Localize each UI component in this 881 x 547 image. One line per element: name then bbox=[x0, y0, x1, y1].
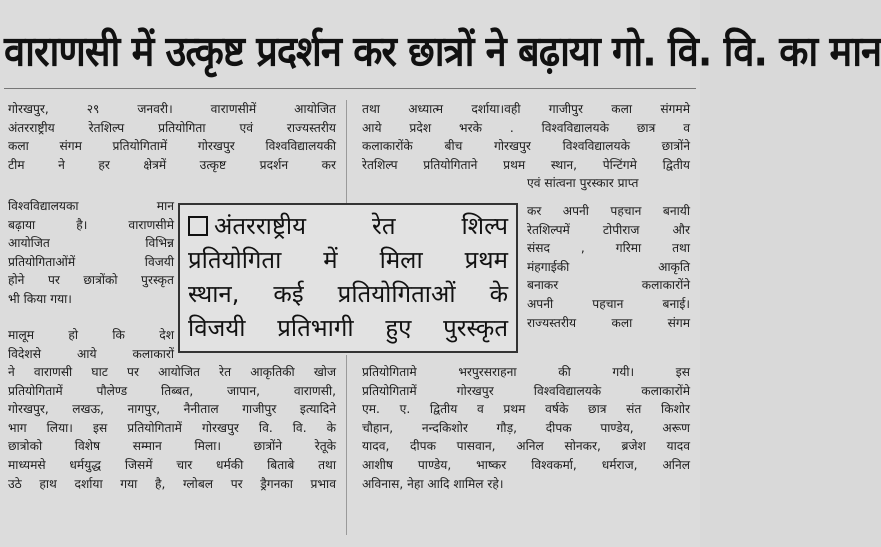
article-column-left-low bbox=[8, 326, 174, 363]
text-line: रेतशिल्प प्रतियोगिताने प्रथम स्थान, पेन्टिंगमे द्वितीय bbox=[362, 157, 690, 172]
text-line: उठे हाथ दर्शाया गया है, ग्लोबल पर ड्रैगनका प्रभाव bbox=[8, 476, 336, 491]
text-line: विश्वविद्यालयका मान bbox=[8, 199, 174, 213]
text-line: भाग लिया। इस प्रतियोगितामें गोरखपुर वि. वि. के bbox=[8, 420, 336, 435]
square-bullet-icon bbox=[188, 216, 208, 236]
box-line: स्थान, कई प्रतियोगिताओं के bbox=[188, 280, 508, 308]
text-line: बढ़ाया है। वाराणसीमे bbox=[8, 217, 174, 232]
text-line: आये प्रदेश भरके . विश्वविद्यालयके छात्र व bbox=[362, 120, 690, 135]
text-line: संसद , गरिमा तथा bbox=[527, 241, 690, 256]
text-line: माध्यमसे धर्मयुद्ध जिसमें चार धर्मकी बिताबे तथा bbox=[8, 457, 336, 472]
article-column-right-top bbox=[362, 100, 690, 193]
text-line: अंतरराष्ट्रीय रेतशिल्प प्रतियोगिता एवं राज्यस्तरीय bbox=[8, 120, 336, 135]
text-line: यादव, दीपक पासवान, अनिल सोनकर, ब्रजेश यादव bbox=[362, 439, 690, 454]
text-line: एवं सांत्वना पुरस्कार प्राप्त bbox=[527, 176, 639, 191]
text-line: रेतशिल्पमें टोपीराज और bbox=[527, 222, 690, 237]
box-line-text: अंतरराष्ट्रीय रेत शिल्प bbox=[214, 212, 508, 240]
text-line: गोरखपुर, २९ जनवरी। वाराणसीमें आयोजित bbox=[8, 102, 336, 116]
text-line: प्रतियोगिताओंमें विजयी bbox=[8, 254, 174, 269]
box-line: विजयी प्रतिभागी हुए पुरस्कृत bbox=[188, 314, 508, 342]
headline: वाराणसी में उत्कृष्ट प्रदर्शन कर छात्रों ने बढ़ाया गो. वि. वि. का मान bbox=[4, 26, 881, 76]
text-line: कलाकारोंके बीच गोरखपुर विश्वविद्यालयके छात्रोंने bbox=[362, 139, 690, 154]
article-column-bottom-left bbox=[8, 363, 336, 493]
text-line: प्रतियोगितामे भरपुरसराहना की गयी। इस bbox=[362, 365, 690, 379]
article-column-left-mid bbox=[8, 197, 174, 309]
text-line: गोरखपुर, लखऊ, नागपुर, नैनीताल गाजीपुर इत्यादिने bbox=[8, 402, 336, 417]
box-line bbox=[188, 209, 508, 243]
text-line: अविनास, नेहा आदि शामिल रहे। bbox=[362, 476, 504, 491]
text-line: बनाकर कलाकारोंने bbox=[527, 278, 690, 293]
article-column-bottom-right bbox=[362, 363, 690, 493]
text-line: चौहान, नन्दकिशोर गौड़, दीपक पाण्डेय, अरूण bbox=[362, 420, 690, 435]
article-column-right-mid bbox=[527, 202, 690, 332]
text-line: आशीष पाण्डेय, भाष्कर विश्वकर्मा, धर्मराज, अनिल bbox=[362, 457, 690, 472]
text-line: मंहगाईकी आकृति bbox=[527, 259, 690, 274]
text-line: आयोजित विभिन्न bbox=[8, 236, 174, 251]
text-line: टीम ने हर क्षेत्रमें उत्कृष्ट प्रदर्शन कर bbox=[8, 157, 336, 172]
text-line: राज्यस्तरीय कला संगम bbox=[527, 315, 690, 330]
article-column-left-top bbox=[8, 100, 336, 174]
text-line: छात्रोको विशेष सम्मान मिला। छात्रोंने रेतूके bbox=[8, 439, 336, 454]
text-line: तथा अध्यात्म दर्शाया।वही गाजीपुर कला संगममे bbox=[362, 102, 690, 116]
text-line: एम. ए. द्वितीय व प्रथम वर्षके छात्र संत किशोर bbox=[362, 402, 690, 417]
text-line: प्रतियोगितामें गोरखपुर विश्वविद्यालयके कलाकारोंमे bbox=[362, 383, 690, 398]
text-line: कर अपनी पहचान बनायी bbox=[527, 204, 690, 218]
column-divider bbox=[346, 355, 347, 535]
text-line: अपनी पहचान बनाई। bbox=[527, 296, 690, 311]
text-line: प्रतियोगितामें पौलेण्ड तिब्बत, जापान, वाराणसी, bbox=[8, 383, 336, 398]
text-line: मालूम हो कि देश bbox=[8, 328, 174, 342]
box-line: प्रतियोगिता में मिला प्रथम bbox=[188, 246, 508, 274]
headline-rule bbox=[4, 88, 696, 89]
text-line: होने पर छात्रोंको पुरस्कृत bbox=[8, 273, 174, 288]
highlight-box bbox=[178, 203, 518, 353]
text-line: ने वाराणसी घाट पर आयोजित रेत आकृतिकी खोज bbox=[8, 365, 336, 379]
text-line: भी किया गया। bbox=[8, 291, 72, 306]
text-line: कला संगम प्रतियोगितामें गोरखपुर विश्वविद्यालयकी bbox=[8, 139, 336, 154]
text-line: विदेशसे आये कलाकारों bbox=[8, 346, 174, 361]
